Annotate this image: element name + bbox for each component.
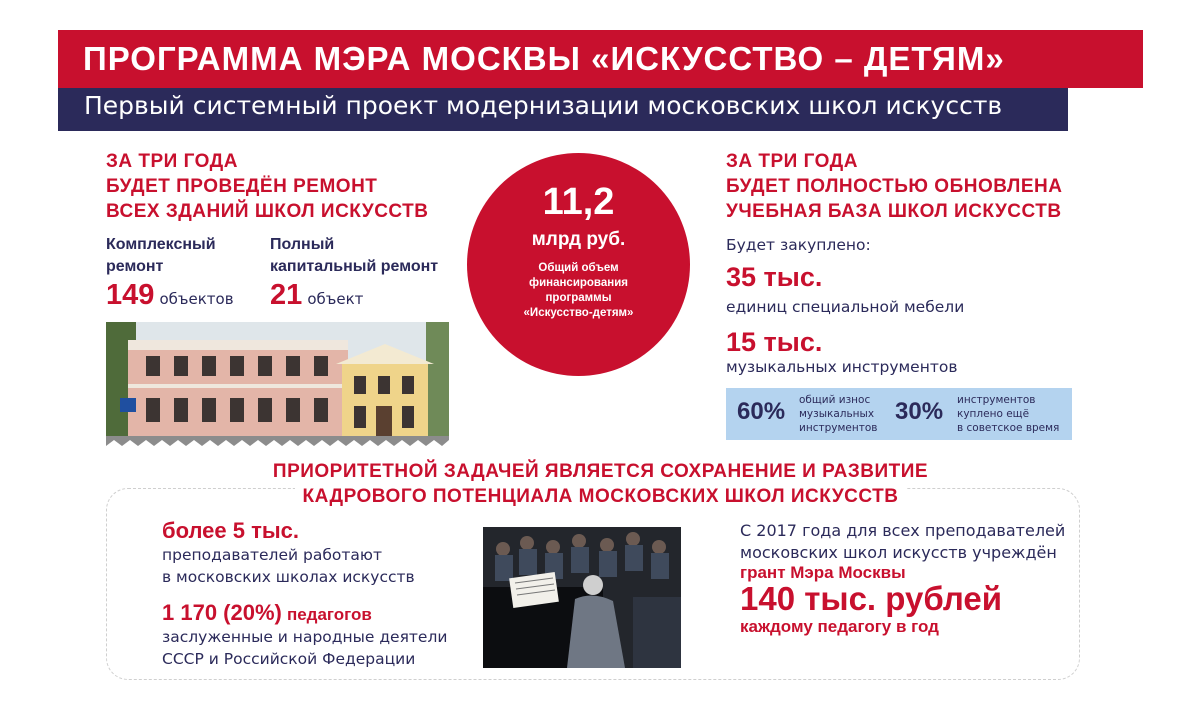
funding-unit: млрд руб. — [531, 229, 626, 250]
complex-repair-stat — [106, 279, 234, 312]
teachers-desc-line: в московских школах искусств — [162, 568, 415, 586]
complex-label-line: Комплексный — [106, 236, 216, 253]
page-title: ПРОГРАММА МЭРА МОСКВЫ «ИСКУССТВО – ДЕТЯМ» — [83, 40, 1005, 77]
wear-desc-line: музыкальных — [799, 408, 875, 420]
page-subtitle: Первый системный проект модернизации московских школ искусств — [84, 91, 1003, 120]
capital-label-line: капитальный ремонт — [270, 258, 439, 275]
funding-caption — [467, 261, 690, 321]
left-heading-line: ЗА ТРИ ГОДА — [106, 151, 238, 172]
wear-desc-line: общий износ — [799, 394, 871, 406]
honored-stat — [162, 600, 372, 626]
capital-repair-label — [270, 234, 438, 278]
staff-heading-line: КАДРОВОГО ПОТЕНЦИАЛА МОСКОВСКИХ ШКОЛ ИСКУССТВ — [295, 484, 907, 509]
honored-desc-line: СССР и Российской Федерации — [162, 650, 416, 668]
funding-caption-line: финансирования — [529, 277, 628, 289]
wear-desc-line: инструментов — [799, 422, 878, 434]
left-heading-line: ВСЕХ ЗДАНИЙ ШКОЛ ИСКУССТВ — [106, 201, 429, 222]
soviet-value: 30% — [895, 398, 944, 425]
wear-value: 60% — [737, 398, 786, 425]
wear-desc — [799, 393, 877, 435]
left-heading — [106, 149, 428, 224]
teachers-value: более 5 тыс. — [162, 518, 300, 543]
honored-desc-line: заслуженные и народные деятели — [162, 628, 448, 646]
left-heading-line: БУДЕТ ПРОВЕДЁН РЕМОНТ — [106, 176, 378, 197]
soviet-desc-line: куплено ещё — [957, 408, 1030, 420]
teachers-desc — [162, 544, 415, 588]
honored-desc — [162, 626, 447, 670]
purchase-intro: Будет закуплено: — [726, 236, 871, 254]
grant-per: каждому педагогу в год — [740, 617, 939, 636]
capital-repair-unit: объект — [307, 290, 364, 308]
soviet-desc — [957, 393, 1059, 435]
instruments-desc: музыкальных инструментов — [726, 358, 958, 376]
funding-value: 11,2 — [542, 181, 615, 223]
instrument-stats-box — [726, 388, 1072, 440]
capital-label-line: Полный — [270, 236, 335, 253]
right-heading-line: БУДЕТ ПОЛНОСТЬЮ ОБНОВЛЕНА — [726, 176, 1063, 197]
grant-value: 140 тыс. рублей — [740, 580, 1003, 617]
teachers-desc-line: преподавателей работают — [162, 546, 382, 564]
honored-value: 1 170 (20%) — [162, 600, 282, 625]
complex-label-line: ремонт — [106, 258, 164, 275]
grant-name: грант Мэра Москвы — [740, 563, 906, 582]
soviet-desc-line: в советское время — [957, 422, 1060, 434]
funding-caption-line: Общий объем — [538, 262, 619, 274]
school-building-photo — [106, 322, 449, 446]
instruments-value: 15 тыс. — [726, 327, 823, 357]
right-heading — [726, 149, 1062, 224]
right-heading-line: УЧЕБНАЯ БАЗА ШКОЛ ИСКУССТВ — [726, 201, 1062, 222]
funding-caption-line: «Искусство-детям» — [523, 307, 634, 319]
right-heading-line: ЗА ТРИ ГОДА — [726, 151, 858, 172]
complex-repair-label — [106, 234, 216, 278]
furniture-value: 35 тыс. — [726, 262, 823, 292]
staff-heading — [0, 459, 1201, 509]
teacher-piano-photo — [483, 527, 681, 668]
capital-repair-stat — [270, 279, 363, 312]
grant-intro — [740, 520, 1065, 564]
grant-intro-line: московских школ искусств учреждён — [740, 543, 1057, 562]
funding-caption-line: программы — [545, 292, 612, 304]
furniture-desc: единиц специальной мебели — [726, 298, 965, 316]
capital-repair-value: 21 — [270, 279, 303, 311]
soviet-desc-line: инструментов — [957, 394, 1036, 406]
grant-intro-line: С 2017 года для всех преподавателей — [740, 521, 1066, 540]
honored-unit: педагогов — [286, 605, 372, 624]
complex-repair-unit: объектов — [159, 290, 234, 308]
funding-circle — [467, 153, 690, 376]
complex-repair-value: 149 — [106, 279, 155, 311]
staff-heading-line: ПРИОРИТЕТНОЙ ЗАДАЧЕЙ ЯВЛЯЕТСЯ СОХРАНЕНИЕ И РАЗВИТИЕ — [272, 461, 929, 482]
